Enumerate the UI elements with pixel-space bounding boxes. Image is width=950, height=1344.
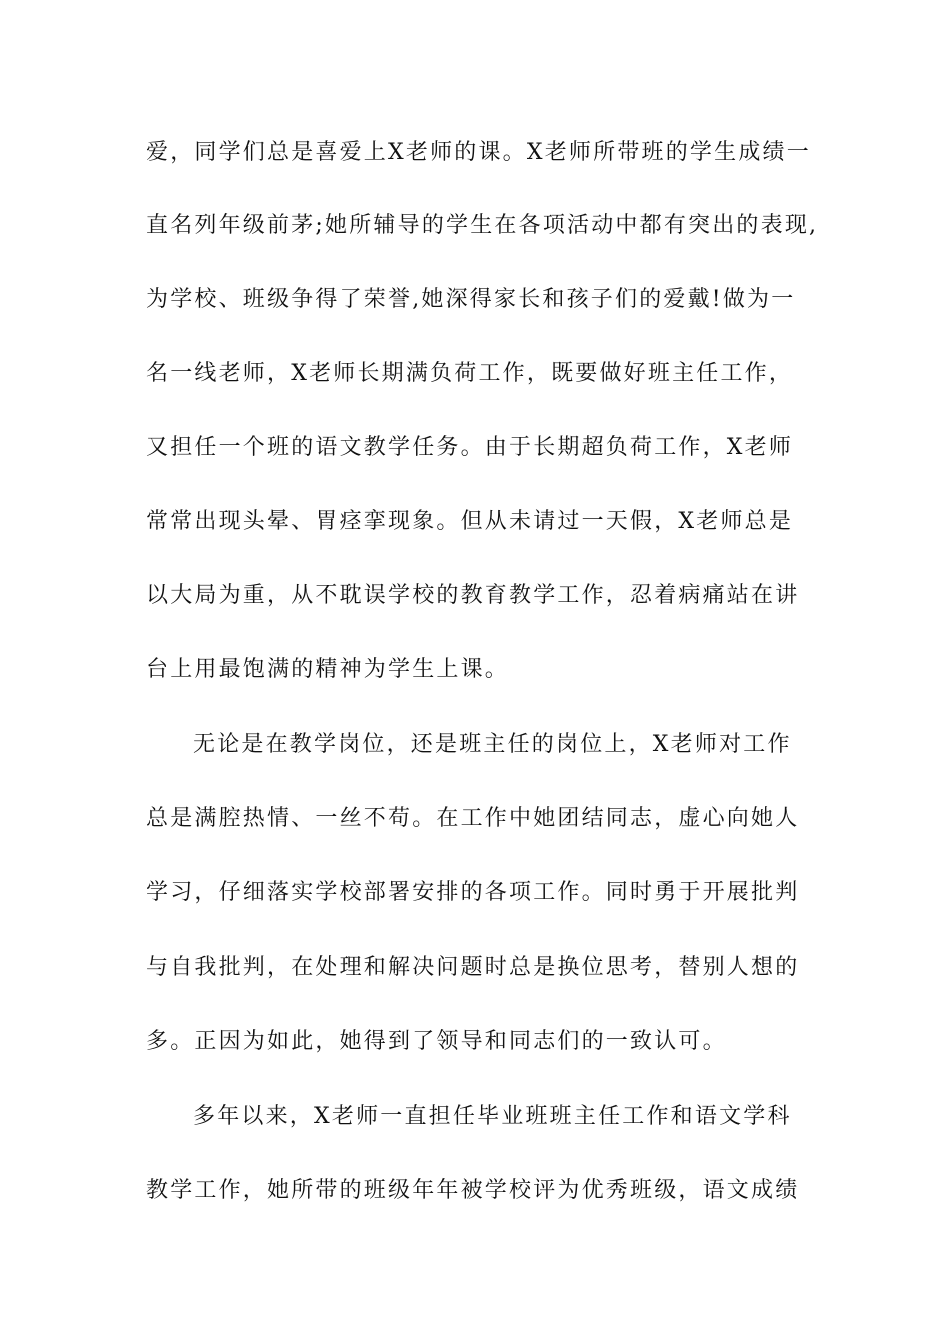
text-line: 为学校、班级争得了荣誉,她深得家长和孩子们的爱戴!做为一: [146, 287, 796, 312]
text-line: 常常出现头晕、胃痉挛现象。但从未请过一天假，X老师总是: [146, 509, 794, 534]
text-line: 爱，同学们总是喜爱上X老师的课。X老师所带班的学生成绩一: [146, 140, 811, 165]
text-line: 以大局为重，从不耽误学校的教育教学工作，忍着病痛站在讲: [146, 583, 800, 608]
paragraph-start-line: 无论是在教学岗位，还是班主任的岗位上，X老师对工作: [193, 732, 792, 757]
text-line: 直名列年级前茅;她所辅导的学生在各项活动中都有突出的表现,: [146, 213, 819, 238]
text-line: 多。正因为如此，她得到了领导和同志们的一致认可。: [146, 1029, 727, 1054]
text-line: 学习，仔细落实学校部署安排的各项工作。同时勇于开展批判: [146, 880, 800, 905]
text-line: 台上用最饱满的精神为学生上课。: [146, 657, 510, 682]
paragraph-start-line: 多年以来，X老师一直担任毕业班班主任工作和语文学科: [193, 1104, 792, 1129]
text-line: 名一线老师，X老师长期满负荷工作，既要做好班主任工作，: [146, 361, 794, 386]
text-line: 又担任一个班的语文教学任务。由于长期超负荷工作，X老师: [146, 435, 794, 460]
text-line: 教学工作，她所带的班级年年被学校评为优秀班级，语文成绩: [146, 1178, 800, 1203]
text-line: 与自我批判，在处理和解决问题时总是换位思考，替别人想的: [146, 955, 800, 980]
text-line: 总是满腔热情、一丝不苟。在工作中她团结同志，虚心向她人: [146, 806, 800, 831]
